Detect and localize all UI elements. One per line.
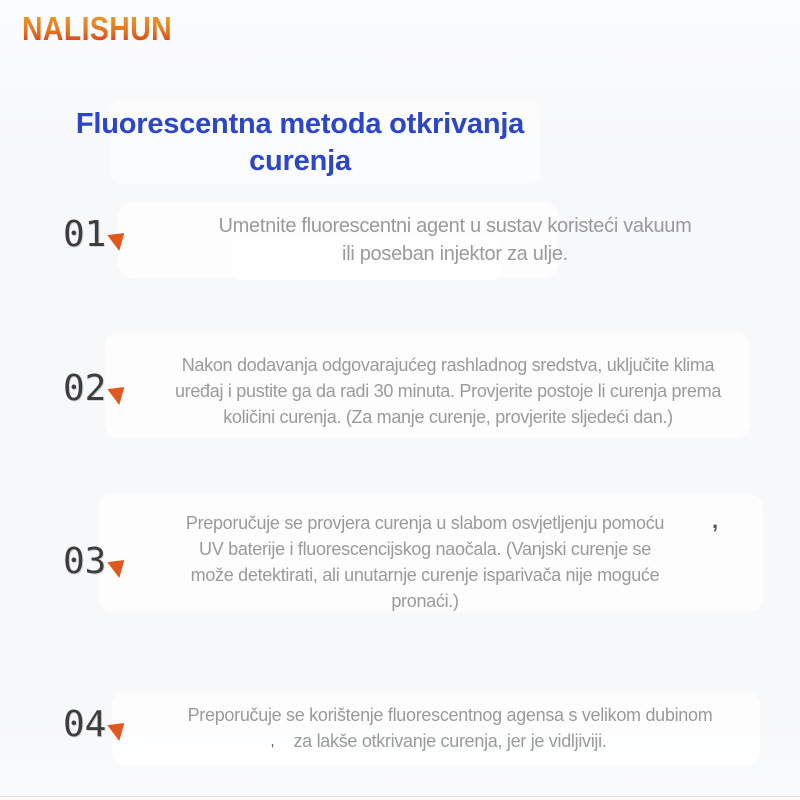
stray-comma-mark: , bbox=[712, 508, 719, 533]
page-title-text: Fluorescentna metoda otkrivanja curenja bbox=[75, 108, 525, 177]
step-3-line: može detektirati, ali unutarnje curenje isparivača nije moguće bbox=[190, 565, 660, 585]
step-2-line: uređaj i pustite ga da radi 30 minuta. Provjerite postoje li curenja prema bbox=[174, 381, 722, 401]
step-3-line: UV baterije i fluorescencijskog naočala. (Vanjski curenje se bbox=[199, 539, 651, 559]
step-4-number-text: 04 bbox=[63, 704, 107, 745]
step-4-line: Preporučuje se korištenje fluorescentnog agensa s velikom dubinom bbox=[187, 705, 713, 725]
step-1-text bbox=[110, 212, 800, 268]
step-2-line: Nakon dodavanja odgovarajućeg rashladnog sredstva, uključite klima bbox=[181, 355, 715, 375]
page-title bbox=[0, 106, 600, 180]
step-3-line: Preporučuje se provjera curenja u slabom osvjetljenju pomoću bbox=[185, 513, 665, 533]
step-3-text bbox=[65, 510, 785, 614]
step-4-text bbox=[90, 702, 800, 754]
step-2-text bbox=[88, 352, 800, 430]
step-4-line: za lakše otkrivanje curenja, jer je vidljiviji. bbox=[293, 731, 607, 751]
step-1-line: Umetnite fluorescentni agent u sustav koristeći vakuum bbox=[218, 215, 692, 237]
step-3-line: pronaći.) bbox=[391, 591, 459, 611]
step-2-line: količini curenja. (Za manje curenje, provjerite sljedeći dan.) bbox=[223, 407, 673, 427]
step-1-line: ili poseban injektor za ulje. bbox=[342, 243, 568, 265]
step-3-number-text: 03 bbox=[63, 541, 107, 582]
stray-apostrophe-mark: ' bbox=[271, 742, 275, 759]
step-2-number-text: 02 bbox=[63, 368, 107, 409]
footer-hairline bbox=[0, 796, 800, 800]
step-1-number-text: 01 bbox=[63, 214, 107, 255]
brand-logo: NALISHUN bbox=[22, 10, 173, 47]
